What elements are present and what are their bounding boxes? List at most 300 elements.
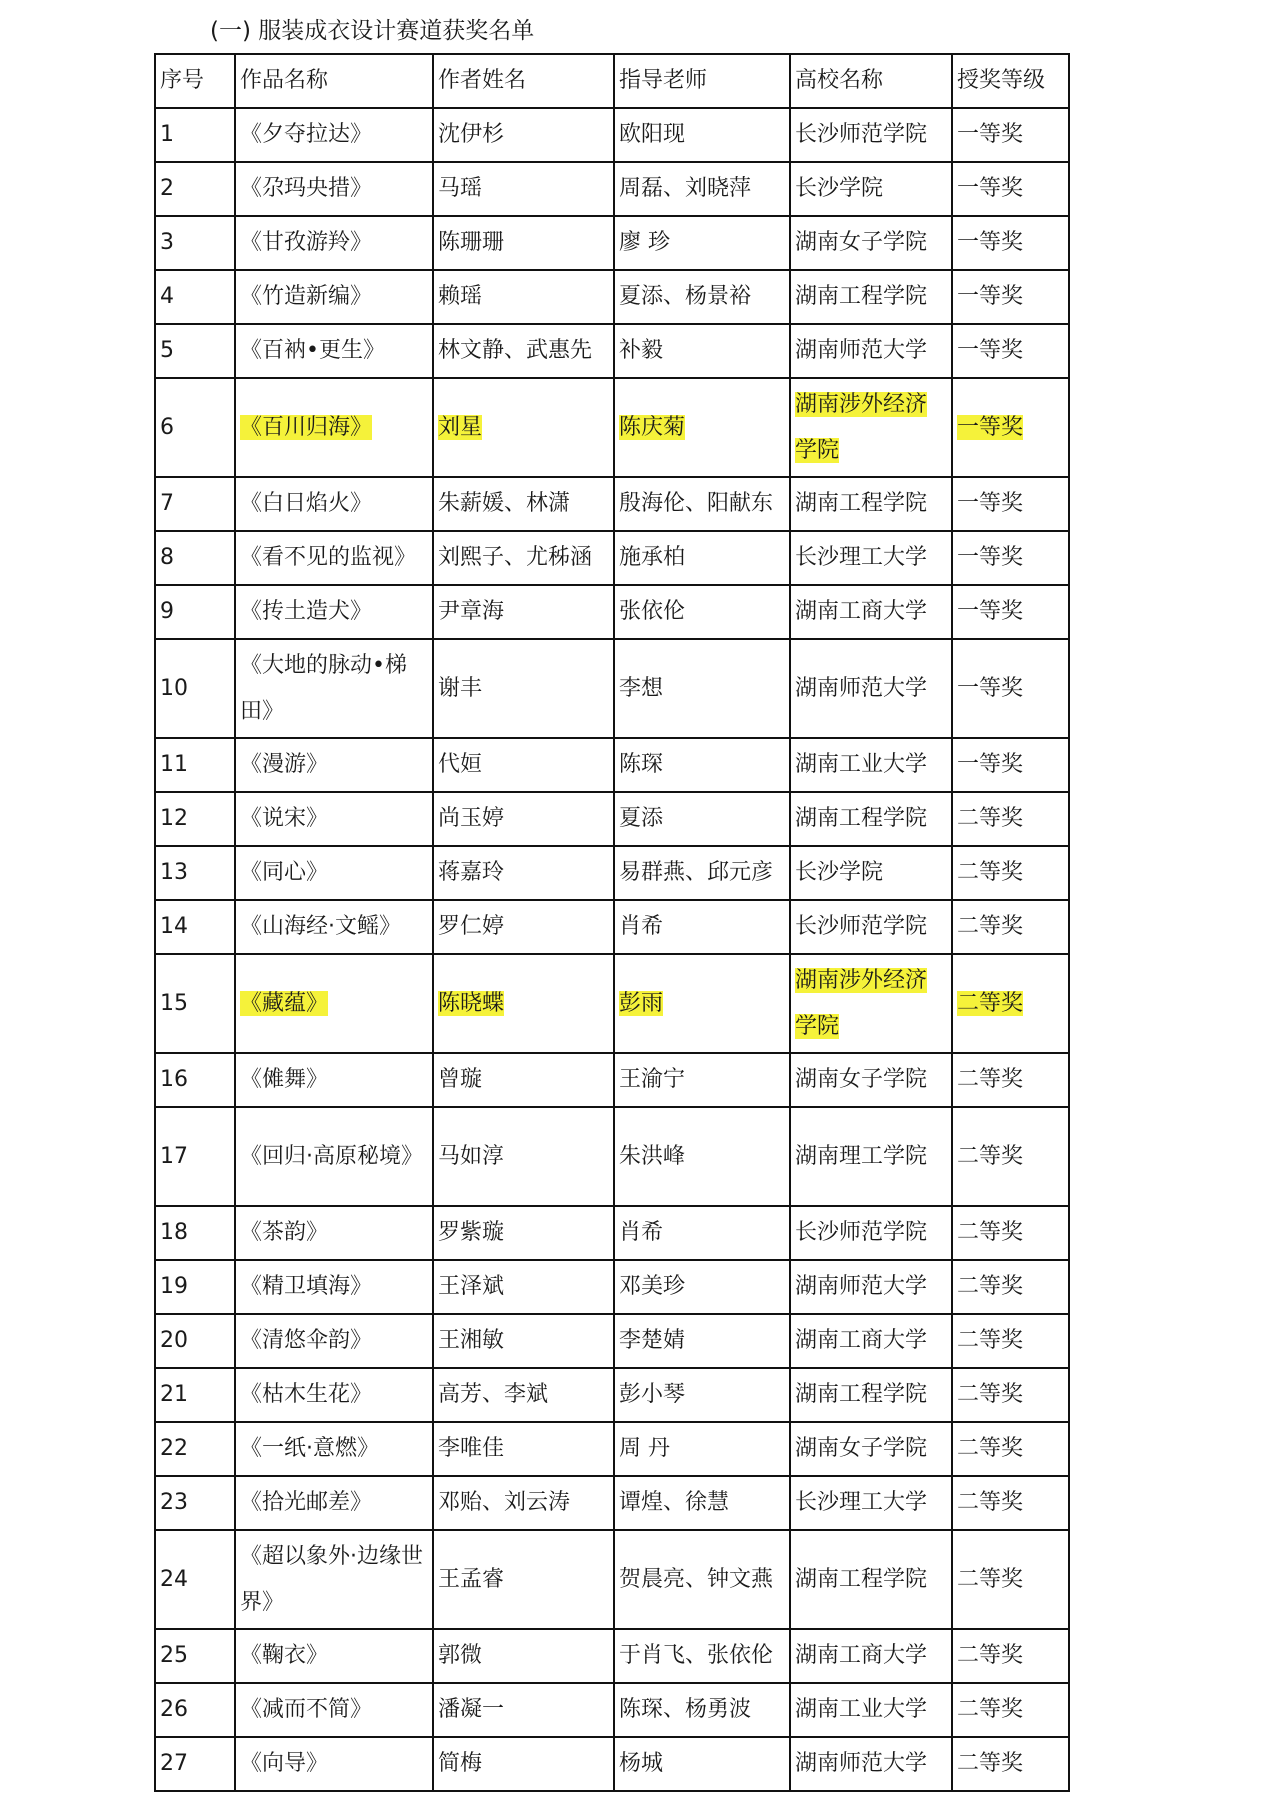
cell-work	[235, 1422, 433, 1476]
cell-no	[155, 1476, 235, 1530]
cell-work	[235, 846, 433, 900]
cell-work	[235, 954, 433, 1053]
cell-work-text: 《说宋》	[240, 806, 329, 831]
cell-award-text: 二等奖	[957, 1436, 1024, 1461]
cell-no	[155, 1314, 235, 1368]
awards-table	[154, 53, 1070, 1792]
cell-no-text: 15	[160, 990, 188, 1016]
column-header-no: 序号	[155, 54, 235, 108]
table-row	[155, 477, 1069, 531]
cell-work-text: 《甘孜游羚》	[240, 230, 373, 255]
cell-school-text: 湖南涉外经济学院	[795, 967, 928, 1039]
cell-school-text: 湖南师范大学	[795, 338, 928, 363]
cell-advisor-text: 欧阳现	[619, 122, 686, 147]
cell-no-text: 7	[160, 491, 174, 516]
table-row	[155, 108, 1069, 162]
table-row	[155, 1683, 1069, 1737]
cell-no-text: 20	[160, 1328, 188, 1353]
cell-school-text: 长沙师范学院	[795, 914, 928, 939]
cell-work-text: 《藏蕴》	[240, 990, 329, 1016]
cell-school	[790, 1629, 952, 1683]
cell-award	[952, 1737, 1069, 1791]
cell-award-text: 二等奖	[957, 1566, 1024, 1592]
cell-author	[433, 1206, 614, 1260]
cell-school	[790, 1737, 952, 1791]
cell-author-text: 赖瑶	[438, 284, 483, 309]
cell-author	[433, 378, 614, 477]
cell-advisor-text: 贺晨亮、钟文燕	[619, 1566, 774, 1592]
cell-advisor-text: 夏添、杨景裕	[619, 284, 752, 309]
column-header-work: 作品名称	[235, 54, 433, 108]
cell-work-text: 《尕玛央措》	[240, 176, 373, 201]
cell-advisor	[614, 270, 790, 324]
cell-school-text: 湖南工商大学	[795, 599, 928, 624]
cell-award-text: 一等奖	[957, 414, 1024, 440]
cell-award-text: 二等奖	[957, 1067, 1024, 1092]
cell-author-text: 马如淳	[438, 1143, 505, 1169]
cell-school	[790, 1107, 952, 1206]
table-row	[155, 1629, 1069, 1683]
table-row	[155, 1314, 1069, 1368]
cell-award	[952, 585, 1069, 639]
cell-author-text: 林文静、武惠先	[438, 338, 593, 363]
cell-award	[952, 1053, 1069, 1107]
cell-advisor	[614, 585, 790, 639]
cell-advisor	[614, 108, 790, 162]
cell-author-text: 曾璇	[438, 1067, 483, 1092]
cell-school-text: 长沙学院	[795, 860, 884, 885]
cell-advisor	[614, 324, 790, 378]
cell-school-text: 湖南女子学院	[795, 230, 928, 255]
cell-advisor	[614, 1206, 790, 1260]
cell-no	[155, 1530, 235, 1629]
cell-advisor	[614, 216, 790, 270]
cell-work-text: 《漫游》	[240, 752, 329, 777]
cell-school	[790, 1206, 952, 1260]
cell-author-text: 尹章海	[438, 599, 505, 624]
cell-award	[952, 1314, 1069, 1368]
cell-school	[790, 1476, 952, 1530]
cell-school	[790, 1422, 952, 1476]
page-heading: (一) 服装成衣设计赛道获奖名单	[210, 18, 535, 44]
cell-award-text: 二等奖	[957, 1274, 1024, 1299]
cell-work-text: 《回归·高原秘境》	[240, 1143, 423, 1169]
cell-award-text: 二等奖	[957, 1751, 1024, 1776]
cell-award-text: 二等奖	[957, 1643, 1024, 1668]
cell-award-text: 二等奖	[957, 806, 1024, 831]
cell-school-text: 湖南女子学院	[795, 1067, 928, 1092]
cell-no-text: 8	[160, 545, 174, 570]
cell-no-text: 27	[160, 1751, 188, 1776]
cell-advisor-text: 彭雨	[619, 990, 664, 1016]
cell-school	[790, 1314, 952, 1368]
cell-author	[433, 108, 614, 162]
cell-award-text: 一等奖	[957, 338, 1024, 363]
cell-no	[155, 1629, 235, 1683]
cell-author	[433, 1260, 614, 1314]
cell-author-text: 朱薪媛、林潇	[438, 491, 571, 516]
cell-author-text: 高芳、李斌	[438, 1382, 549, 1407]
cell-work	[235, 1053, 433, 1107]
table-row	[155, 585, 1069, 639]
cell-author-text: 代姮	[438, 752, 483, 777]
cell-work-text: 《枯木生花》	[240, 1382, 373, 1407]
cell-advisor	[614, 1629, 790, 1683]
cell-school-text: 长沙师范学院	[795, 122, 928, 147]
cell-author	[433, 1314, 614, 1368]
cell-no-text: 11	[160, 752, 188, 777]
cell-school	[790, 477, 952, 531]
cell-no-text: 18	[160, 1220, 188, 1245]
cell-advisor-text: 周 丹	[619, 1436, 670, 1461]
cell-work-text: 《大地的脉动•梯田》	[240, 652, 407, 724]
cell-school-text: 湖南工程学院	[795, 1566, 928, 1592]
cell-author-text: 沈伊杉	[438, 122, 505, 147]
cell-school-text: 湖南工程学院	[795, 806, 928, 831]
cell-no-text: 2	[160, 176, 174, 201]
cell-advisor-text: 李楚婧	[619, 1328, 686, 1353]
cell-no	[155, 1053, 235, 1107]
cell-school-text: 湖南工业大学	[795, 1697, 928, 1722]
cell-no-text: 1	[160, 122, 174, 147]
cell-work	[235, 1683, 433, 1737]
cell-school	[790, 162, 952, 216]
cell-work-text: 《减而不简》	[240, 1697, 373, 1722]
cell-award-text: 一等奖	[957, 599, 1024, 624]
cell-advisor-text: 彭小琴	[619, 1382, 686, 1407]
cell-work	[235, 792, 433, 846]
cell-author	[433, 1530, 614, 1629]
cell-author-text: 马瑶	[438, 176, 483, 201]
cell-school-text: 湖南女子学院	[795, 1436, 928, 1461]
cell-work-text: 《茶韵》	[240, 1220, 329, 1245]
cell-author-text: 潘凝一	[438, 1697, 505, 1722]
cell-advisor	[614, 1683, 790, 1737]
cell-no	[155, 531, 235, 585]
cell-award-text: 二等奖	[957, 1382, 1024, 1407]
cell-work	[235, 1206, 433, 1260]
cell-advisor	[614, 1422, 790, 1476]
cell-author	[433, 270, 614, 324]
cell-author-text: 邓贻、刘云涛	[438, 1490, 571, 1515]
cell-no-text: 16	[160, 1067, 188, 1092]
table-row	[155, 1107, 1069, 1206]
cell-advisor	[614, 639, 790, 738]
cell-school-text: 湖南工业大学	[795, 752, 928, 777]
cell-author	[433, 1737, 614, 1791]
cell-no-text: 6	[160, 414, 174, 440]
cell-school-text: 湖南师范大学	[795, 1274, 928, 1299]
cell-work-text: 《百衲•更生》	[240, 338, 385, 363]
cell-school-text: 长沙理工大学	[795, 545, 928, 570]
cell-advisor	[614, 900, 790, 954]
cell-no	[155, 954, 235, 1053]
cell-author	[433, 846, 614, 900]
cell-author	[433, 639, 614, 738]
cell-no	[155, 270, 235, 324]
cell-school	[790, 270, 952, 324]
cell-no-text: 14	[160, 914, 188, 939]
cell-award	[952, 531, 1069, 585]
cell-advisor	[614, 1476, 790, 1530]
cell-award-text: 二等奖	[957, 1490, 1024, 1515]
cell-advisor	[614, 1260, 790, 1314]
cell-no	[155, 378, 235, 477]
cell-school	[790, 216, 952, 270]
cell-award	[952, 108, 1069, 162]
column-header-advisor: 指导老师	[614, 54, 790, 108]
cell-award	[952, 162, 1069, 216]
cell-advisor-text: 陈琛	[619, 752, 664, 777]
cell-school	[790, 1530, 952, 1629]
cell-no-text: 3	[160, 230, 174, 255]
cell-award-text: 二等奖	[957, 1328, 1024, 1353]
cell-author-text: 郭微	[438, 1643, 483, 1668]
cell-author-text: 李唯佳	[438, 1436, 505, 1461]
cell-no	[155, 324, 235, 378]
cell-work-text: 《看不见的监视》	[240, 545, 417, 570]
cell-work	[235, 1530, 433, 1629]
cell-school	[790, 585, 952, 639]
cell-school-text: 湖南工程学院	[795, 284, 928, 309]
cell-work-text: 《山海经·文鳐》	[240, 914, 401, 939]
cell-school	[790, 108, 952, 162]
cell-work	[235, 738, 433, 792]
cell-school	[790, 378, 952, 477]
cell-author	[433, 585, 614, 639]
cell-author-text: 尚玉婷	[438, 806, 505, 831]
cell-school-text: 湖南工程学院	[795, 491, 928, 516]
cell-award	[952, 900, 1069, 954]
cell-author	[433, 1476, 614, 1530]
cell-school	[790, 639, 952, 738]
cell-advisor	[614, 162, 790, 216]
cell-school	[790, 324, 952, 378]
cell-award	[952, 846, 1069, 900]
cell-author-text: 罗紫璇	[438, 1220, 505, 1245]
cell-author-text: 陈珊珊	[438, 230, 505, 255]
cell-school-text: 湖南师范大学	[795, 1751, 928, 1776]
cell-award	[952, 1206, 1069, 1260]
table-row	[155, 531, 1069, 585]
cell-award-text: 二等奖	[957, 1697, 1024, 1722]
cell-no-text: 17	[160, 1143, 188, 1169]
cell-no-text: 23	[160, 1490, 188, 1515]
cell-author-text: 简梅	[438, 1751, 483, 1776]
cell-no-text: 19	[160, 1274, 188, 1299]
cell-no	[155, 1206, 235, 1260]
cell-award-text: 二等奖	[957, 860, 1024, 885]
cell-school-text: 长沙理工大学	[795, 1490, 928, 1515]
cell-work	[235, 1314, 433, 1368]
table-row	[155, 1053, 1069, 1107]
cell-school	[790, 846, 952, 900]
cell-no	[155, 1260, 235, 1314]
cell-school-text: 湖南师范大学	[795, 675, 928, 701]
cell-no	[155, 900, 235, 954]
cell-advisor-text: 张依伦	[619, 599, 686, 624]
cell-work	[235, 531, 433, 585]
cell-advisor-text: 夏添	[619, 806, 664, 831]
table-row	[155, 738, 1069, 792]
cell-school-text: 湖南工商大学	[795, 1328, 928, 1353]
cell-school	[790, 1368, 952, 1422]
cell-no-text: 13	[160, 860, 188, 885]
cell-author-text: 刘熙子、尤秭涵	[438, 545, 593, 570]
cell-advisor-text: 肖希	[619, 1220, 664, 1245]
cell-author	[433, 900, 614, 954]
cell-advisor	[614, 1107, 790, 1206]
cell-no	[155, 1737, 235, 1791]
cell-award	[952, 1683, 1069, 1737]
cell-award	[952, 738, 1069, 792]
cell-advisor-text: 周磊、刘晓萍	[619, 176, 752, 201]
cell-advisor-text: 肖希	[619, 914, 664, 939]
cell-author	[433, 1368, 614, 1422]
cell-award-text: 一等奖	[957, 176, 1024, 201]
cell-work-text: 《傩舞》	[240, 1067, 329, 1092]
cell-work	[235, 1107, 433, 1206]
column-header-school: 高校名称	[790, 54, 952, 108]
cell-work-text: 《白日焰火》	[240, 491, 373, 516]
cell-award	[952, 270, 1069, 324]
cell-no-text: 12	[160, 806, 188, 831]
table-row	[155, 954, 1069, 1053]
cell-award-text: 二等奖	[957, 1143, 1024, 1169]
cell-author-text: 陈晓蝶	[438, 990, 505, 1016]
cell-author	[433, 162, 614, 216]
cell-no	[155, 1422, 235, 1476]
cell-no-text: 4	[160, 284, 174, 309]
cell-no	[155, 585, 235, 639]
cell-advisor	[614, 954, 790, 1053]
cell-work-text: 《抟土造犬》	[240, 599, 373, 624]
cell-advisor-text: 易群燕、邱元彦	[619, 860, 774, 885]
cell-author	[433, 324, 614, 378]
cell-school-text: 长沙师范学院	[795, 1220, 928, 1245]
table-row	[155, 378, 1069, 477]
cell-author-text: 刘星	[438, 414, 483, 440]
table-row	[155, 1206, 1069, 1260]
cell-award	[952, 1422, 1069, 1476]
cell-no-text: 24	[160, 1566, 188, 1592]
cell-school-text: 湖南工程学院	[795, 1382, 928, 1407]
cell-author	[433, 1629, 614, 1683]
cell-work	[235, 270, 433, 324]
cell-no	[155, 738, 235, 792]
cell-award-text: 一等奖	[957, 675, 1024, 701]
cell-award-text: 一等奖	[957, 284, 1024, 309]
cell-work	[235, 639, 433, 738]
cell-award-text: 二等奖	[957, 914, 1024, 939]
cell-no	[155, 1368, 235, 1422]
cell-award-text: 二等奖	[957, 1220, 1024, 1245]
cell-work-text: 《清悠伞韵》	[240, 1328, 373, 1353]
cell-advisor	[614, 1737, 790, 1791]
cell-no-text: 26	[160, 1697, 188, 1722]
cell-award	[952, 954, 1069, 1053]
cell-school	[790, 738, 952, 792]
cell-author	[433, 216, 614, 270]
cell-award	[952, 1476, 1069, 1530]
cell-award	[952, 1107, 1069, 1206]
cell-no	[155, 216, 235, 270]
cell-work-text: 《同心》	[240, 860, 329, 885]
cell-work	[235, 1368, 433, 1422]
cell-advisor	[614, 1368, 790, 1422]
cell-work-text: 《一纸·意燃》	[240, 1436, 379, 1461]
cell-work-text: 《鞠衣》	[240, 1643, 329, 1668]
cell-advisor	[614, 1053, 790, 1107]
cell-award-text: 二等奖	[957, 990, 1024, 1016]
cell-school	[790, 954, 952, 1053]
cell-no-text: 25	[160, 1643, 188, 1668]
cell-award-text: 一等奖	[957, 545, 1024, 570]
cell-award	[952, 324, 1069, 378]
cell-school	[790, 900, 952, 954]
cell-no-text: 10	[160, 675, 188, 701]
cell-award	[952, 477, 1069, 531]
cell-work-text: 《超以象外·边缘世界》	[240, 1543, 423, 1615]
cell-award-text: 一等奖	[957, 122, 1024, 147]
cell-school-text: 湖南理工学院	[795, 1143, 928, 1169]
table-row	[155, 846, 1069, 900]
cell-advisor-text: 谭煌、徐慧	[619, 1490, 730, 1515]
cell-advisor-text: 李想	[619, 675, 664, 701]
table-row	[155, 216, 1069, 270]
table-row	[155, 1422, 1069, 1476]
cell-advisor-text: 杨城	[619, 1751, 664, 1776]
cell-work-text: 《夕夺拉达》	[240, 122, 373, 147]
cell-no-text: 9	[160, 599, 174, 624]
cell-award	[952, 378, 1069, 477]
cell-author	[433, 792, 614, 846]
cell-work-text: 《竹造新编》	[240, 284, 373, 309]
cell-advisor-text: 邓美珍	[619, 1274, 686, 1299]
cell-author-text: 蒋嘉玲	[438, 860, 505, 885]
cell-no	[155, 639, 235, 738]
cell-work-text: 《向导》	[240, 1751, 329, 1776]
cell-school	[790, 1683, 952, 1737]
cell-advisor	[614, 738, 790, 792]
cell-author	[433, 954, 614, 1053]
column-header-award: 授奖等级	[952, 54, 1069, 108]
cell-advisor-text: 殷海伦、阳献东	[619, 491, 774, 516]
cell-no	[155, 1683, 235, 1737]
cell-work	[235, 585, 433, 639]
cell-work	[235, 108, 433, 162]
cell-no	[155, 162, 235, 216]
cell-advisor	[614, 1314, 790, 1368]
cell-award	[952, 1530, 1069, 1629]
cell-author	[433, 1683, 614, 1737]
table-row	[155, 1737, 1069, 1791]
cell-author-text: 谢丰	[438, 675, 483, 701]
cell-no	[155, 792, 235, 846]
table-row	[155, 1476, 1069, 1530]
cell-school	[790, 792, 952, 846]
cell-advisor	[614, 378, 790, 477]
cell-work	[235, 1629, 433, 1683]
cell-author-text: 王泽斌	[438, 1274, 505, 1299]
cell-work	[235, 900, 433, 954]
table-row	[155, 639, 1069, 738]
cell-author	[433, 1107, 614, 1206]
cell-author	[433, 531, 614, 585]
table-row	[155, 324, 1069, 378]
cell-work-text: 《拾光邮差》	[240, 1490, 373, 1515]
cell-work	[235, 1260, 433, 1314]
